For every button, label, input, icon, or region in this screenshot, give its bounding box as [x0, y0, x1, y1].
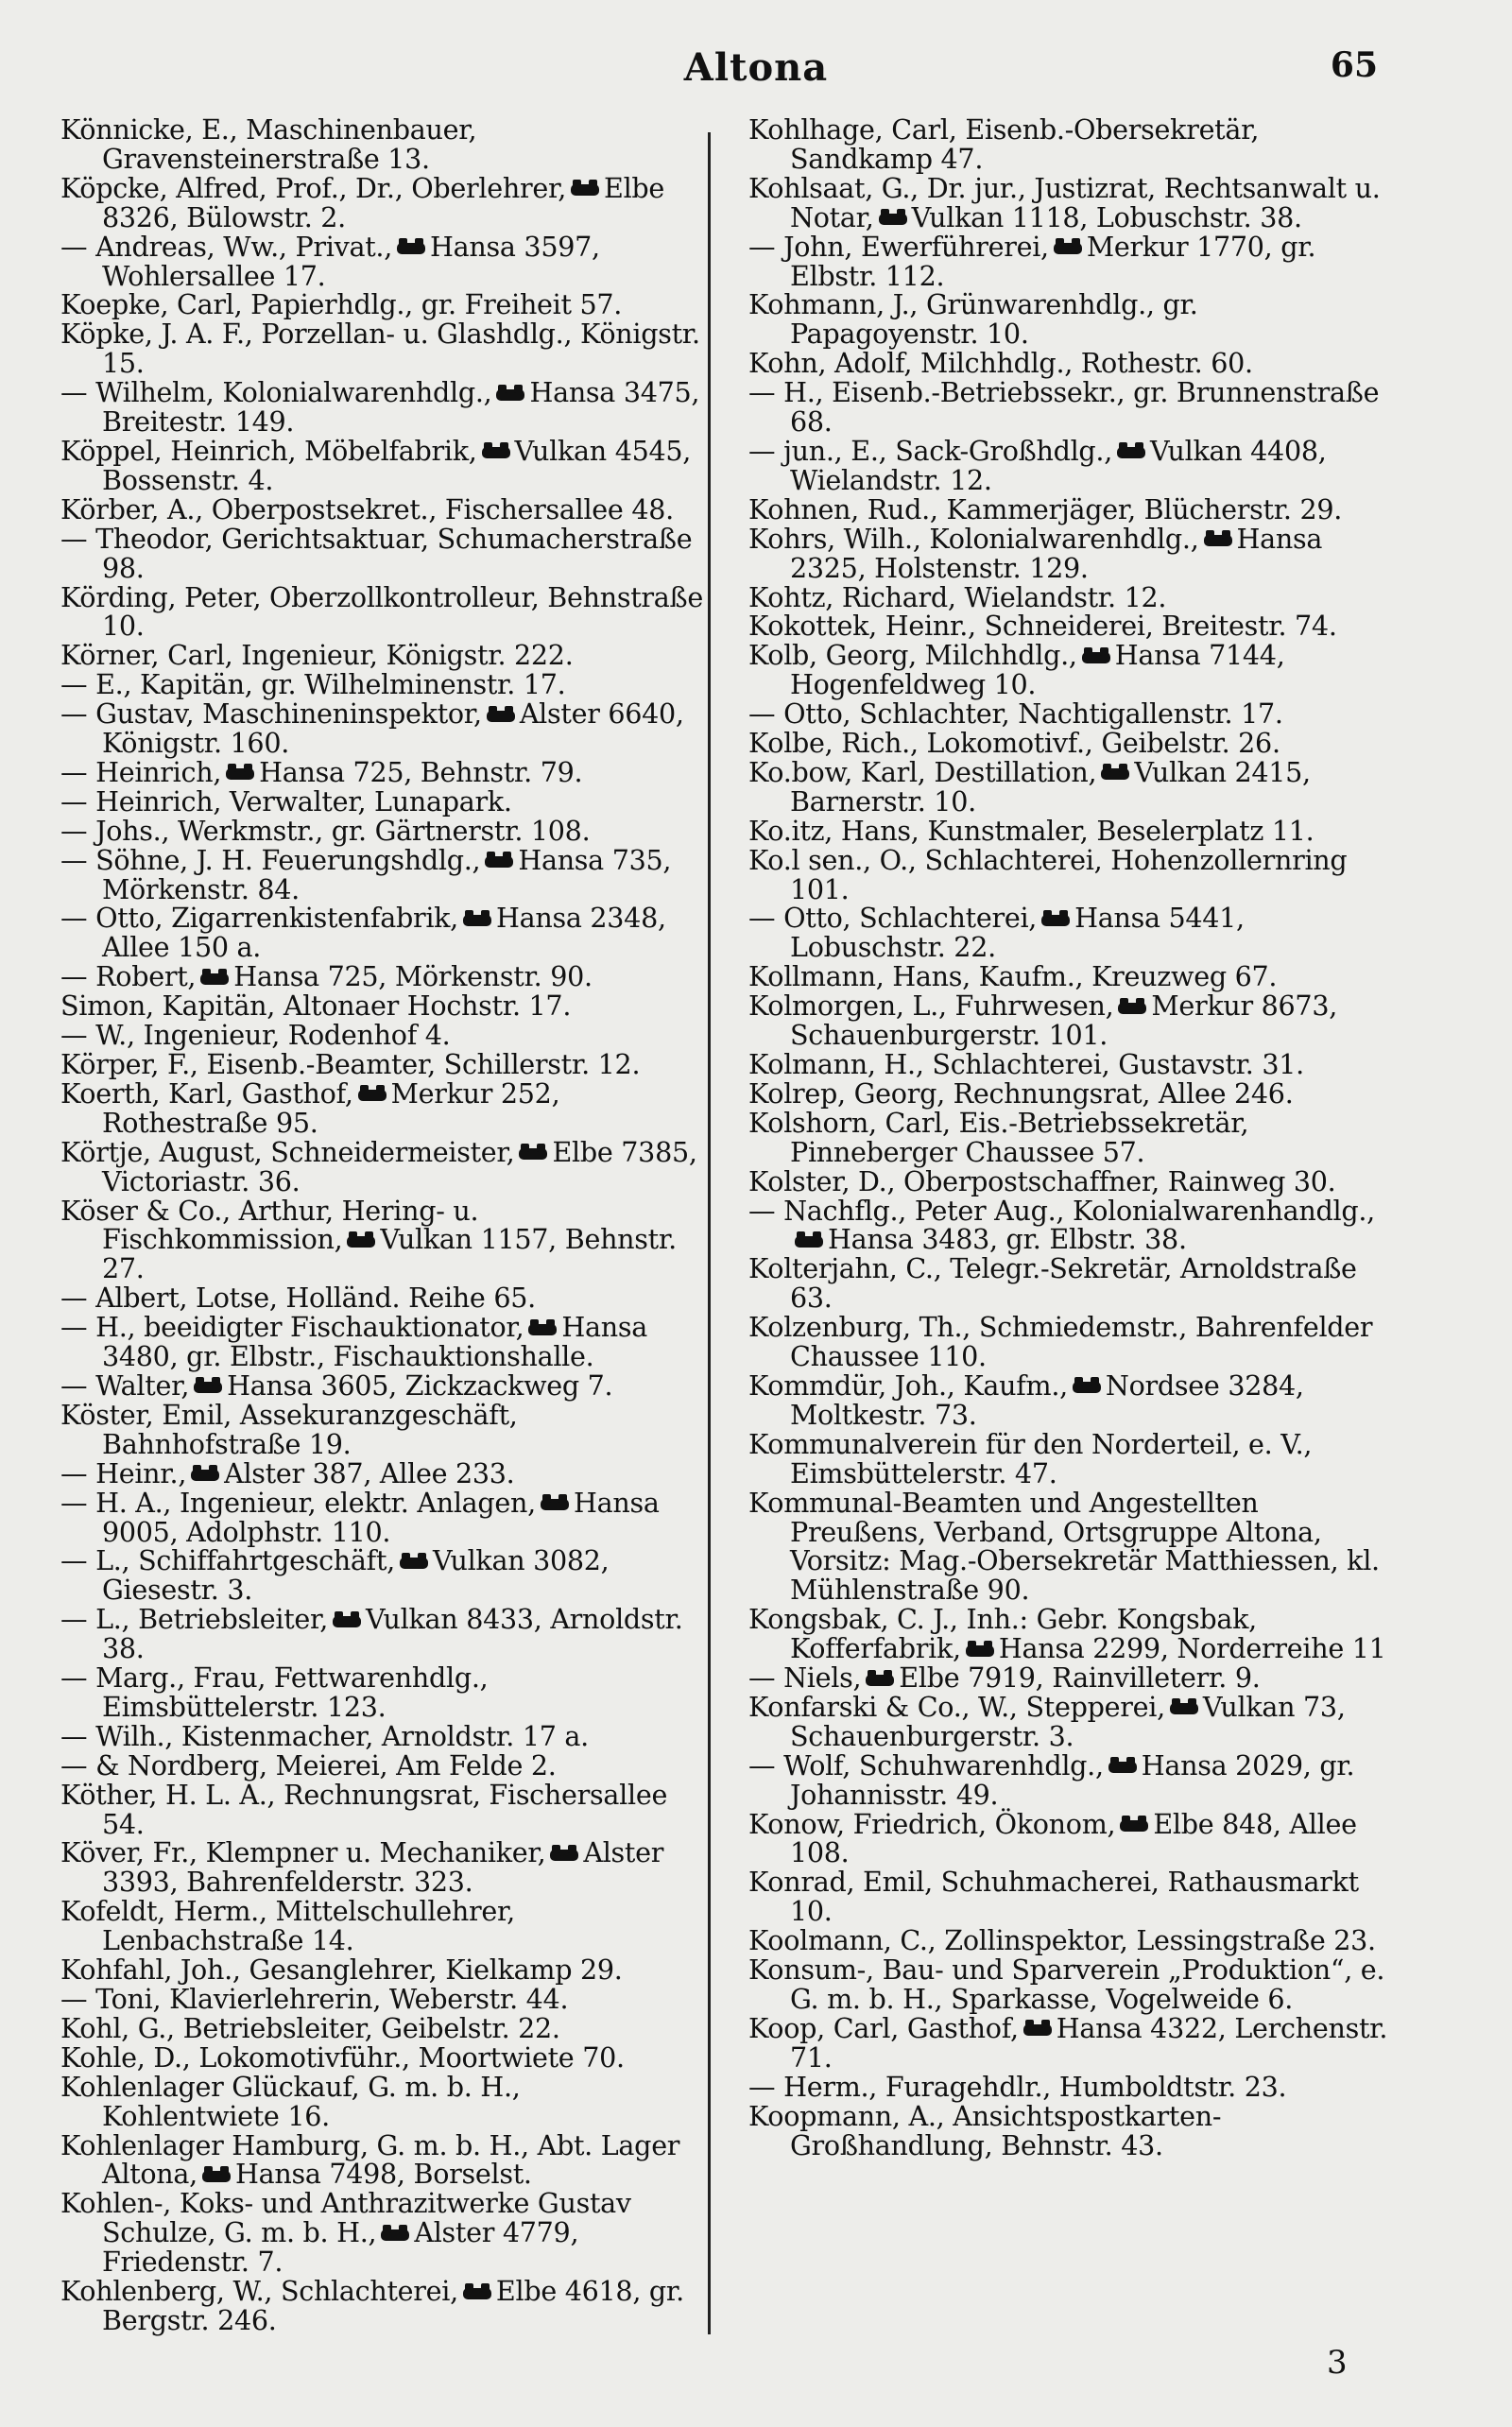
entry-text: — H., Eisenb.-Betriebssekr., gr. Brunnenstraße 68.: [748, 376, 1380, 439]
entry-text: — H. A., Ingenieur, elektr. Anlagen,: [60, 1486, 536, 1519]
entry-phone-text: Vulkan 1118, Lobuschstr. 38.: [911, 200, 1302, 233]
directory-entry: [748, 1313, 1391, 1371]
telephone-icon: [1041, 915, 1070, 926]
telephone-icon: [463, 2288, 491, 2299]
entry-text: Kohlenlager Glückauf, G. m. b. H., Kohlentwiete 16.: [60, 2070, 521, 2132]
entry-text: — Herm., Furagehdlr., Humboldtstr. 23.: [748, 2070, 1287, 2103]
entry-text: Konfarski & Co., W., Stepperei,: [748, 1690, 1165, 1723]
entry-phone-text: Hansa 4322, Lerchenstr. 71.: [790, 2011, 1388, 2074]
entry-text: Kohlen-, Koks- und Anthrazitwerke Gustav Schulze, G. m. b. H.,: [60, 2187, 631, 2249]
entry-text: Koop, Carl, Gasthof,: [748, 2011, 1019, 2044]
directory-entry: [748, 1748, 1391, 1811]
entry-text: Kolrep, Georg, Rechnungsrat, Allee 246.: [748, 1076, 1294, 1110]
entry-phone-text: Hansa 735, Mörkenstr. 84.: [102, 843, 672, 905]
page-header: [0, 45, 1512, 98]
directory-entry: [60, 1050, 703, 1079]
telephone-icon: [485, 856, 513, 868]
entry-text: Kohle, D., Lokomotivführ., Moortwiete 70.: [60, 2040, 625, 2074]
directory-entry: [748, 434, 1391, 496]
directory-entry: [748, 843, 1391, 905]
entry-text: — E., Kapitän, gr. Wilhelminenstr. 17.: [60, 668, 566, 701]
directory-entry: [60, 641, 703, 670]
entry-text: Kommunal-Beamten und Angestellten Preußens, Verband, Ortsgruppe Altona, Vorsitz: Mag.-Obersekretär Matthiessen, kl. Mühlenstraße 90.: [748, 1486, 1380, 1607]
directory-entry: [748, 115, 1391, 174]
entry-text: Körper, F., Eisenb.-Beamter, Schillerstr. 12.: [60, 1048, 641, 1080]
entry-text: Ko.l sen., O., Schlachterei, Hohenzollernring 101.: [748, 843, 1348, 905]
entry-phone-text: Alster 4779, Friedenstr. 7.: [102, 2216, 579, 2279]
directory-entry: [60, 1076, 703, 1139]
directory-entry: [748, 580, 1391, 613]
entry-phone-text: Hansa 725, Behnstr. 79.: [259, 755, 583, 788]
directory-entry: [748, 290, 1391, 349]
directory-entry: [748, 699, 1391, 729]
directory-entry: [748, 1486, 1391, 1607]
telephone-icon: [487, 711, 515, 722]
entry-text: Ko.itz, Hans, Kunstmaler, Beselerplatz 11.: [748, 814, 1314, 847]
telephone-icon: [400, 1558, 428, 1569]
directory-entry: [748, 492, 1391, 525]
entry-text: Kommdür, Joh., Kaufm.,: [748, 1368, 1068, 1402]
directory-entry: [748, 904, 1391, 962]
signature-mark: 3: [1327, 2344, 1348, 2382]
directory-entry: [60, 580, 703, 643]
entry-text: Kolmorgen, L., Fuhrwesen,: [748, 990, 1114, 1023]
entry-text: — John, Ewerführerei,: [748, 230, 1049, 263]
entry-text: — H., beeidigter Fischauktionator,: [60, 1311, 524, 1344]
entry-text: Köster, Emil, Assekuranzgeschäft, Bahnhofstraße 19.: [60, 1398, 518, 1460]
directory-entry: [748, 962, 1391, 991]
directory-entry: [60, 784, 703, 818]
entry-phone-text: Elbe 7919, Rainvilleterr. 9.: [899, 1661, 1261, 1695]
directory-entry: [748, 1076, 1391, 1110]
directory-entry: [60, 2011, 703, 2044]
entry-phone-text: Elbe 4618, gr. Bergstr. 246.: [102, 2275, 684, 2336]
entry-phone-text: Elbe 7385, Victoriastr. 36.: [102, 1135, 697, 1197]
entry-text: — Wilh., Kistenmacher, Arnoldstr. 17 a.: [60, 1719, 589, 1752]
directory-entry: [60, 378, 703, 437]
directory-entry: [60, 1486, 703, 1548]
entry-text: Ko.bow, Karl, Destillation,: [748, 755, 1097, 788]
directory-entry: [748, 1663, 1391, 1693]
entry-text: — Gustav, Maschineninspektor,: [60, 697, 482, 731]
entry-text: Kommunalverein für den Norderteil, e. V., Eimsbüttelerstr. 47.: [748, 1427, 1313, 1489]
directory-entry: [60, 1368, 703, 1402]
directory-entry: [60, 1398, 703, 1460]
entry-phone-text: Merkur 1770, gr. Elbstr. 112.: [790, 230, 1316, 292]
entry-phone-text: Vulkan 8433, Arnoldstr. 38.: [102, 1603, 683, 1665]
directory-entry: [60, 1283, 703, 1313]
directory-entry: [748, 171, 1391, 233]
entry-text: Köppel, Heinrich, Möbelfabrik,: [60, 434, 477, 467]
telephone-icon: [1054, 243, 1082, 254]
entry-phone-text: Vulkan 4408, Wielandstr. 12.: [790, 434, 1327, 496]
directory-entry: [748, 1427, 1391, 1489]
directory-entry: [60, 699, 703, 758]
entry-text: Körtje, August, Schneidermeister,: [60, 1135, 515, 1168]
entry-phone-text: Nordsee 3284, Moltkestr. 73.: [790, 1368, 1304, 1431]
entry-text: — & Nordberg, Meierei, Am Felde 2.: [60, 1748, 557, 1782]
entry-text: — Toni, Klavierlehrerin, Weberstr. 44.: [60, 1983, 569, 2015]
entry-text: — Heinrich, Verwalter, Lunapark.: [60, 784, 512, 818]
entry-phone-text: Hansa 3605, Zickzackweg 7.: [227, 1368, 613, 1402]
directory-entry: [60, 1313, 703, 1371]
entry-text: — Johs., Werkmstr., gr. Gärtnerstr. 108.: [60, 814, 591, 847]
telephone-icon: [202, 2171, 231, 2182]
entry-text: Kohlenlager Hamburg, G. m. b. H., Abt. Lager Altona,: [60, 2128, 680, 2191]
telephone-icon: [1073, 1382, 1101, 1393]
entry-text: — Nachflg., Peter Aug., Kolonialwarenhandlg.,: [748, 1194, 1375, 1227]
entry-text: Köpcke, Alfred, Prof., Dr., Oberlehrer,: [60, 171, 567, 204]
entry-phone-text: Alster 387, Allee 233.: [224, 1456, 515, 1489]
telephone-icon: [1117, 447, 1145, 458]
telephone-icon: [528, 1324, 557, 1335]
directory-entry: [60, 670, 703, 699]
entry-text: — Theodor, Gerichtsaktuar, Schumacherstraße 98.: [60, 522, 693, 584]
entry-text: — Otto, Schlachterei,: [748, 902, 1038, 935]
directory-entry: [60, 492, 703, 525]
entry-text: Kollmann, Hans, Kaufm., Kreuzweg 67.: [748, 960, 1278, 993]
entry-text: Kohmann, J., Grünwarenhdlg., gr. Papagoyenstr. 10.: [748, 288, 1198, 351]
entry-text: — Marg., Frau, Fettwarenhdlg., Eimsbüttelerstr. 123.: [60, 1661, 489, 1723]
telephone-icon: [541, 1499, 569, 1510]
telephone-icon: [879, 214, 907, 225]
telephone-icon: [1108, 1762, 1137, 1773]
directory-entry: [748, 814, 1391, 847]
telephone-icon: [795, 1236, 823, 1248]
entry-phone-text: Vulkan 4545, Bossenstr. 4.: [102, 434, 692, 496]
telephone-icon: [866, 1675, 894, 1686]
entry-text: — W., Ingenieur, Rodenhof 4.: [60, 1019, 451, 1052]
entry-text: Koepke, Carl, Papierhdlg., gr. Freiheit 57.: [60, 288, 623, 321]
directory-entry: [748, 1254, 1391, 1313]
entry-text: Kohtz, Richard, Wielandstr. 12.: [748, 580, 1167, 613]
telephone-icon: [397, 243, 425, 254]
directory-entry: [748, 1926, 1391, 1955]
directory-entry: [60, 1955, 703, 1985]
directory-entry: [60, 1021, 703, 1050]
directory-entry: [60, 1778, 703, 1840]
entry-text: — Söhne, J. H. Feuerungshdlg.,: [60, 843, 481, 876]
telephone-icon: [333, 1616, 361, 1627]
telephone-icon: [226, 768, 254, 780]
telephone-icon: [496, 389, 524, 401]
entry-phone-text: Hansa 3475, Breitestr. 149.: [102, 376, 700, 439]
directory-entry: [60, 1196, 703, 1284]
entry-text: Kolb, Georg, Milchhdlg.,: [748, 639, 1077, 672]
directory-entry: [60, 843, 703, 905]
entry-phone-text: Hansa 7144, Hogenfeldweg 10.: [790, 639, 1285, 701]
directory-entry: [748, 349, 1391, 378]
directory-entry: [60, 319, 703, 378]
entry-phone-text: Vulkan 73, Schauenburgerstr. 3.: [790, 1690, 1346, 1752]
directory-entry: [748, 641, 1391, 699]
entry-text: Kohnen, Rud., Kammerjäger, Blücherstr. 29.: [748, 492, 1343, 525]
entry-phone-text: Alster 3393, Bahrenfelderstr. 323.: [102, 1836, 664, 1899]
telephone-icon: [347, 1236, 375, 1248]
entry-text: Kolmann, H., Schlachterei, Gustavstr. 31.: [748, 1048, 1304, 1080]
directory-entry: [60, 1985, 703, 2014]
entry-text: Köser & Co., Arthur, Hering- u. Fischkommission,: [60, 1194, 479, 1256]
directory-entry: [60, 1663, 703, 1722]
directory-entry: [748, 729, 1391, 758]
entry-text: Kohrs, Wilh., Kolonialwarenhdlg.,: [748, 522, 1199, 555]
entry-phone-text: Hansa 3480, gr. Elbstr., Fischauktionshalle.: [102, 1311, 648, 1373]
telephone-icon: [200, 973, 229, 985]
entry-text: — Heinr.,: [60, 1456, 187, 1489]
directory-entry: [60, 171, 703, 233]
directory-entry: [748, 1955, 1391, 2014]
entry-phone-text: Elbe 848, Allee 108.: [790, 1807, 1357, 1869]
directory-entry: [60, 1719, 703, 1752]
entry-text: Kolterjahn, C., Telegr.-Sekretär, Arnoldstraße 63.: [748, 1252, 1357, 1315]
directory-entry: [748, 1807, 1391, 1869]
directory-entry: [60, 290, 703, 319]
directory-entry: [60, 2040, 703, 2074]
entry-text: — jun., E., Sack-Großhdlg.,: [748, 434, 1112, 467]
directory-entry: [60, 2277, 703, 2335]
entry-phone-text: Hansa 9005, Adolphstr. 110.: [102, 1486, 660, 1548]
page-number: 65: [1330, 45, 1378, 85]
directory-entry: [748, 2099, 1391, 2161]
directory-entry: [60, 1135, 703, 1197]
entry-phone-text: Hansa 5441, Lobuschstr. 22.: [790, 902, 1245, 964]
directory-entry: [748, 378, 1391, 437]
entry-phone-text: Hansa 3597, Wohlersallee 17.: [102, 230, 600, 292]
entry-text: — Niels,: [748, 1661, 862, 1695]
entry-text: Kohn, Adolf, Milchhdlg., Rothestr. 60.: [748, 347, 1253, 380]
entry-text: Konsum-, Bau- und Sparverein „Produktion“, e. G. m. b. H., Sparkasse, Vogelweide 6.: [748, 1954, 1385, 2015]
directory-entry: [60, 962, 703, 991]
telephone-icon: [571, 184, 599, 196]
entry-text: Kohl, G., Betriebsleiter, Geibelstr. 22.: [60, 2011, 560, 2044]
entry-text: Körber, A., Oberpostsekret., Fischersallee 48.: [60, 492, 674, 525]
entry-phone-text: Vulkan 1157, Behnstr. 27.: [102, 1223, 677, 1285]
entry-text: Köther, H. L. A., Rechnungsrat, Fischersallee 54.: [60, 1778, 668, 1840]
telephone-icon: [1204, 535, 1232, 546]
directory-entry: [748, 1868, 1391, 1926]
entry-text: Koolmann, C., Zollinspektor, Lessingstraße 23.: [748, 1924, 1376, 1957]
directory-entry: [748, 522, 1391, 584]
entry-text: Kohlsaat, G., Dr. jur., Justizrat, Rechtsanwalt u. Notar,: [748, 171, 1381, 233]
entry-phone-text: Hansa 3483, gr. Elbstr. 38.: [828, 1223, 1187, 1256]
entry-text: Koopmann, A., Ansichtspostkarten-Großhandlung, Behnstr. 43.: [748, 2099, 1222, 2161]
telephone-icon: [1170, 1703, 1198, 1714]
directory-entry: [60, 232, 703, 291]
directory-entry: [60, 2070, 703, 2132]
entry-phone-text: Alster 6640, Königstr. 160.: [102, 697, 684, 760]
entry-phone-text: Hansa 2348, Allee 150 a.: [102, 902, 666, 964]
entry-text: — Wolf, Schuhwarenhdlg.,: [748, 1748, 1104, 1782]
telephone-icon: [358, 1090, 387, 1101]
entry-text: Körner, Carl, Ingenieur, Königstr. 222.: [60, 639, 574, 672]
entry-phone-text: Hansa 2029, gr. Johannisstr. 49.: [790, 1748, 1355, 1811]
directory-entry: [60, 755, 703, 788]
directory-entry: [60, 434, 703, 496]
entry-phone-text: Vulkan 3082, Giesestr. 3.: [102, 1544, 610, 1607]
directory-entry: [748, 1196, 1391, 1255]
entry-text: — L., Betriebsleiter,: [60, 1603, 329, 1636]
entry-text: Kohlhage, Carl, Eisenb.-Obersekretär, Sandkamp 47.: [748, 113, 1260, 175]
telephone-icon: [191, 1470, 219, 1481]
entry-text: — Heinrich,: [60, 755, 222, 788]
entry-text: Simon, Kapitän, Altonaer Hochstr. 17.: [60, 990, 572, 1023]
left-column: [60, 115, 703, 2335]
running-title: Altona: [683, 45, 829, 90]
directory-entry: [60, 904, 703, 962]
entry-text: Kohlenberg, W., Schlachterei,: [60, 2275, 458, 2308]
entry-phone-text: Merkur 252, Rothestraße 95.: [102, 1076, 560, 1139]
directory-entry: [60, 991, 703, 1021]
directory-entry: [60, 1456, 703, 1489]
column-divider: [708, 132, 711, 2334]
entry-text: — Walter,: [60, 1368, 190, 1402]
telephone-icon: [1023, 2024, 1052, 2036]
directory-entry: [748, 1050, 1391, 1079]
entry-phone-text: Hansa 2299, Norderreihe 11: [998, 1632, 1386, 1665]
entry-text: — Otto, Zigarrenkistenfabrik,: [60, 902, 458, 935]
entry-phone-text: Hansa 725, Mörkenstr. 90.: [233, 960, 593, 993]
directory-entry: [748, 755, 1391, 818]
entry-text: Kolbe, Rich., Lokomotivf., Geibelstr. 26.: [748, 727, 1280, 760]
entry-text: — Robert,: [60, 960, 197, 993]
directory-entry: [60, 2189, 703, 2277]
directory-entry: [60, 1838, 703, 1897]
telephone-icon: [482, 447, 510, 458]
directory-entry: [748, 2011, 1391, 2074]
directory-entry: [748, 1368, 1391, 1431]
entry-phone-text: Elbe 8326, Bülowstr. 2.: [102, 171, 665, 233]
telephone-icon: [966, 1645, 994, 1657]
telephone-icon: [194, 1382, 222, 1393]
directory-entry: [748, 2070, 1391, 2103]
directory-entry: [748, 1605, 1391, 1663]
directory-entry: [748, 232, 1391, 291]
entry-text: Konow, Friedrich, Ökonom,: [748, 1807, 1116, 1840]
directory-entry: [60, 814, 703, 847]
entry-text: Könnicke, E., Maschinenbauer, Gravensteinerstraße 13.: [60, 113, 477, 175]
entry-text: — Wilhelm, Kolonialwarenhdlg.,: [60, 376, 492, 409]
telephone-icon: [550, 1850, 578, 1861]
entry-text: — Andreas, Ww., Privat.,: [60, 230, 393, 263]
entry-text: Kohfahl, Joh., Gesanglehrer, Kielkamp 29.: [60, 1954, 623, 1987]
directory-entry: [748, 1106, 1391, 1168]
directory-entry: [748, 991, 1391, 1050]
telephone-icon: [381, 2229, 409, 2241]
telephone-icon: [519, 1148, 547, 1160]
telephone-icon: [1082, 652, 1110, 663]
entry-text: Konrad, Emil, Schuhmacherei, Rathausmarkt 10.: [748, 1866, 1359, 1928]
directory-entry: [60, 1748, 703, 1782]
entry-text: Kokottek, Heinr., Schneiderei, Breitestr. 74.: [748, 610, 1337, 643]
directory-entry: [60, 1546, 703, 1605]
entry-text: Kongsbak, C. J., Inh.: Gebr. Kongsbak, Kofferfabrik,: [748, 1603, 1257, 1665]
telephone-icon: [1120, 1820, 1148, 1832]
entry-text: Köver, Fr., Klempner u. Mechaniker,: [60, 1836, 546, 1869]
entry-text: — Otto, Schlachter, Nachtigallenstr. 17.: [748, 697, 1283, 731]
entry-phone-text: Hansa 7498, Borselst.: [234, 2158, 532, 2191]
directory-entry: [60, 1897, 703, 1955]
directory-entry: [748, 1690, 1391, 1752]
entry-phone-text: Hansa 2325, Holstenstr. 129.: [790, 522, 1323, 584]
entry-text: Koerth, Karl, Gasthof,: [60, 1076, 353, 1110]
entry-text: Kolster, D., Oberpostschaffner, Rainweg 30.: [748, 1164, 1336, 1197]
telephone-icon: [463, 915, 491, 926]
entry-text: Kofeldt, Herm., Mittelschullehrer, Lenbachstraße 14.: [60, 1895, 515, 1957]
entry-phone-text: Vulkan 2415, Barnerstr. 10.: [790, 755, 1311, 818]
entry-text: — L., Schiffahrtgeschäft,: [60, 1544, 395, 1577]
entry-text: Kolzenburg, Th., Schmiedemstr., Bahrenfelder Chaussee 110.: [748, 1311, 1373, 1373]
directory-entry: [60, 115, 703, 174]
directory-entry: [748, 611, 1391, 641]
directory-entry: [60, 2128, 703, 2191]
entry-text: — Albert, Lotse, Holländ. Reihe 65.: [60, 1282, 536, 1315]
directory-entry: [60, 1605, 703, 1663]
telephone-icon: [1101, 768, 1129, 780]
directory-entry: [748, 1164, 1391, 1197]
entry-text: Körding, Peter, Oberzollkontrolleur, Behnstraße 10.: [60, 580, 703, 643]
telephone-icon: [1118, 1003, 1146, 1014]
entry-text: Köpke, J. A. F., Porzellan- u. Glashdlg., Königstr. 15.: [60, 318, 700, 380]
entry-phone-text: Merkur 8673, Schauenburgerstr. 101.: [790, 990, 1338, 1052]
right-column: [748, 115, 1391, 2160]
entry-text: Kolshorn, Carl, Eis.-Betriebssekretär, Pinneberger Chaussee 57.: [748, 1106, 1249, 1168]
directory-entry: [60, 522, 703, 584]
